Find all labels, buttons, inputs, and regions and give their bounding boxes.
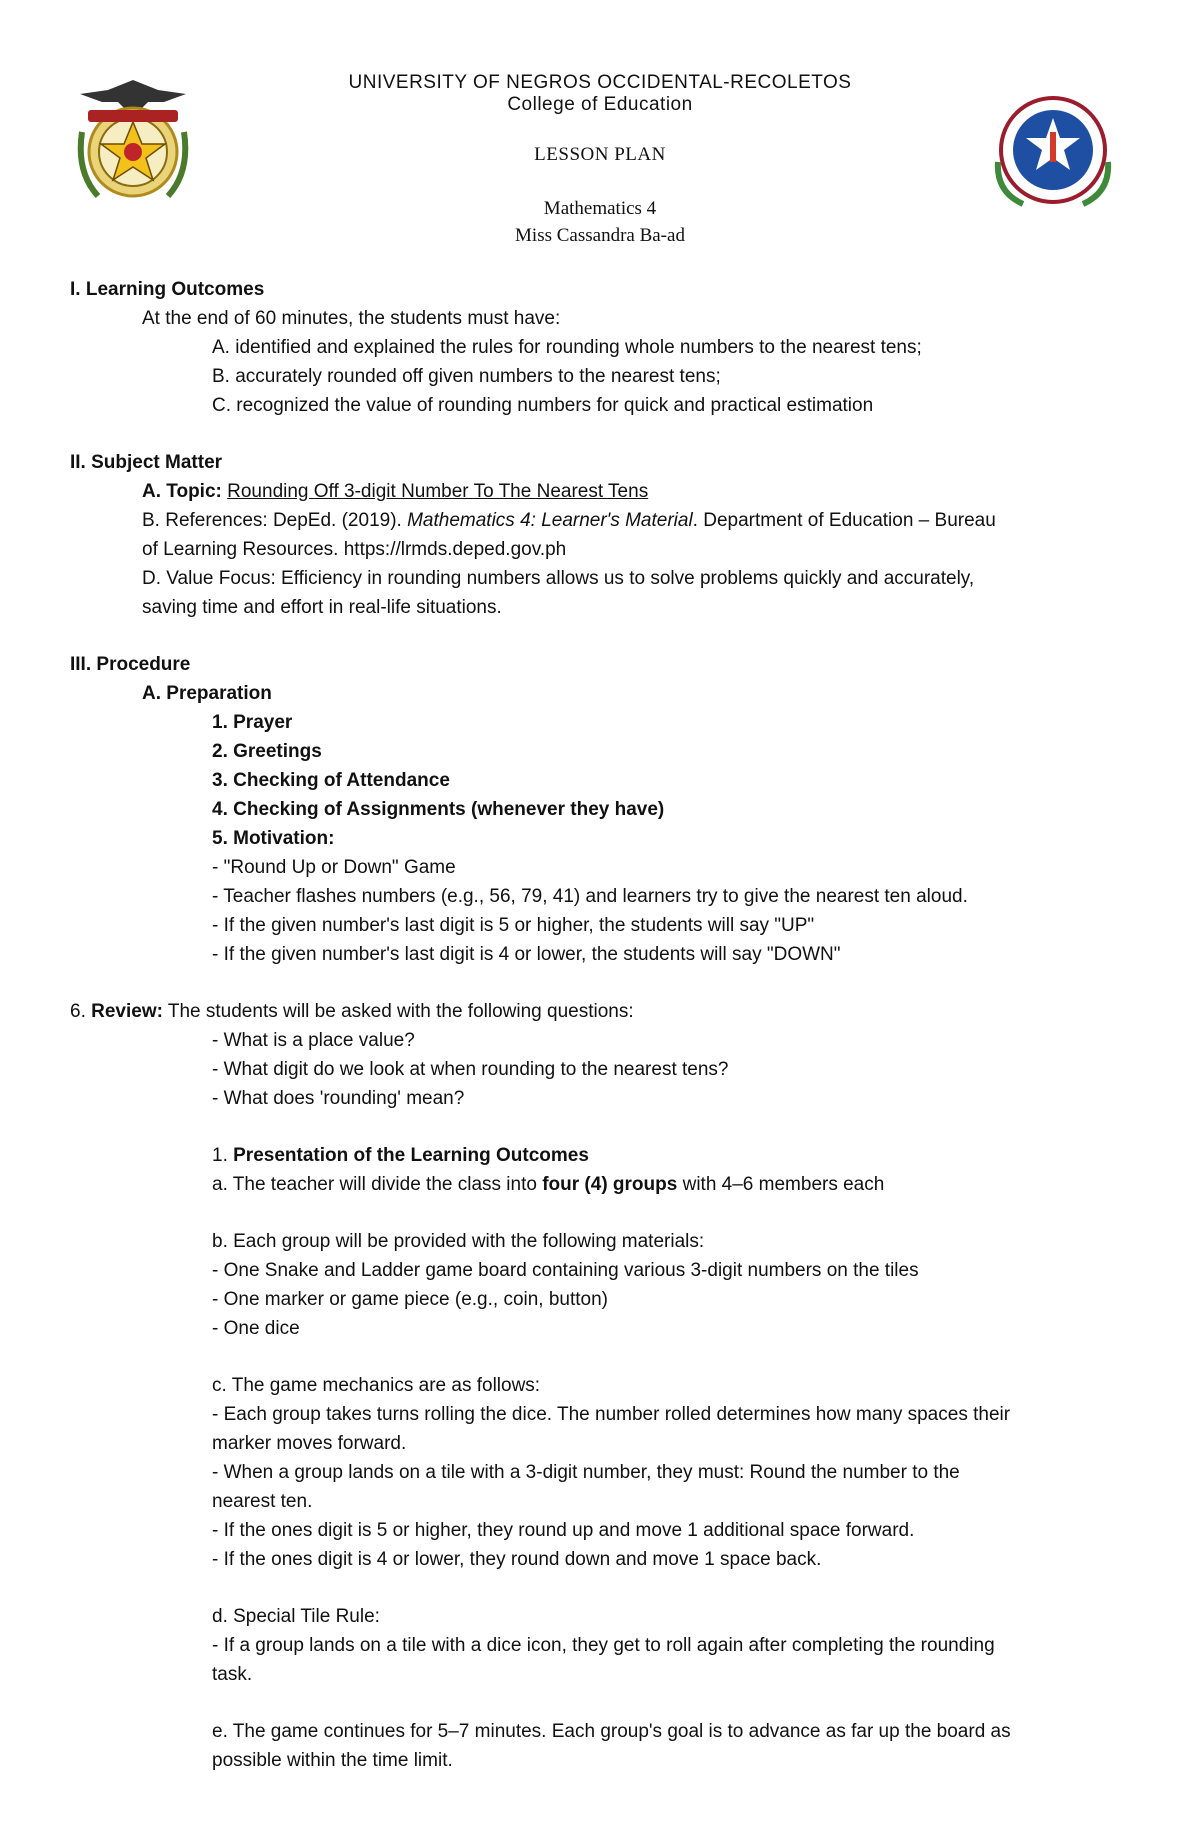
presentation-b-line: - One dice (212, 1318, 300, 1339)
review-number: 6. (70, 1001, 92, 1022)
college-name: College of Education (507, 94, 693, 115)
references-line (70, 506, 1150, 535)
references-publisher: . Department of Education – Bureau (692, 510, 996, 531)
motivation-line: - Teacher flashes numbers (e.g., 56, 79, 41) and learners try to give the nearest ten aloud. (212, 886, 968, 907)
motivation-line: - "Round Up or Down" Game (212, 857, 456, 878)
motivation-line: - If the given number's last digit is 5 or higher, the students will say "UP" (212, 915, 815, 936)
outcomes-intro: At the end of 60 minutes, the students must have: (142, 308, 561, 329)
presentation-b-line: b. Each group will be provided with the following materials: (212, 1231, 705, 1252)
presentation-a (70, 1170, 1150, 1199)
presentation-b-line: - One marker or game piece (e.g., coin, button) (212, 1289, 609, 1310)
presentation-a-members: with 4–6 members each (677, 1174, 885, 1195)
presentation-c-line: - When a group lands on a tile with a 3-digit number, they must: Round the number to the (212, 1462, 960, 1483)
value-focus-line-2: saving time and effort in real-life situations. (142, 597, 502, 618)
references-url-line: of Learning Resources. https://lrmds.deped.gov.ph (142, 539, 567, 560)
topic-line (70, 477, 1150, 506)
value-focus-line-1: D. Value Focus: Efficiency in rounding numbers allows us to solve problems quickly and accurately, (142, 568, 975, 589)
preparation-title: A. Preparation (142, 683, 272, 704)
presentation-b-line: - One Snake and Ladder game board containing various 3-digit numbers on the tiles (212, 1260, 919, 1281)
presentation-a-groups: four (4) groups (542, 1174, 678, 1195)
review-question: - What digit do we look at when rounding to the nearest tens? (212, 1059, 729, 1080)
preparation-item: 3. Checking of Attendance (212, 770, 450, 791)
presentation-d-line: task. (212, 1664, 253, 1685)
presentation-a-text: a. The teacher will divide the class into (212, 1174, 543, 1195)
outcome-b: B. accurately rounded off given numbers to the nearest tens; (212, 366, 721, 387)
teacher-name: Miss Cassandra Ba-ad (515, 225, 685, 246)
preparation-item: 5. Motivation: (212, 828, 335, 849)
references-title: Mathematics 4: Learner's Material (407, 510, 693, 531)
section-title-learning-outcomes: I. Learning Outcomes (70, 279, 265, 300)
preparation-item: 2. Greetings (212, 741, 322, 762)
outcome-c: C. recognized the value of rounding numbers for quick and practical estimation (212, 395, 874, 416)
presentation-d-line: - If a group lands on a tile with a dice icon, they get to roll again after completing the rounding (212, 1635, 995, 1656)
presentation-c-line: c. The game mechanics are as follows: (212, 1375, 541, 1396)
presentation-d-line: d. Special Tile Rule: (212, 1606, 380, 1627)
section-title-subject-matter: II. Subject Matter (70, 452, 223, 473)
topic-text: Rounding Off 3-digit Number To The Nearest Tens (227, 481, 649, 502)
review-question: - What does 'rounding' mean? (212, 1088, 465, 1109)
presentation-c-line: - If the ones digit is 5 or higher, they round up and move 1 additional space forward. (212, 1520, 915, 1541)
references-prefix: B. References: DepEd. (2019). (142, 510, 408, 531)
preparation-item: 4. Checking of Assignments (whenever they have) (212, 799, 665, 820)
review-text: The students will be asked with the following questions: (162, 1001, 634, 1022)
subject-name: Mathematics 4 (543, 198, 657, 219)
presentation-title: Presentation of the Learning Outcomes (233, 1145, 589, 1166)
presentation-e-line: e. The game continues for 5–7 minutes. Each group's goal is to advance as far up the board as (212, 1721, 1011, 1742)
review-label: Review: (91, 1001, 163, 1022)
review-question: - What is a place value? (212, 1030, 415, 1051)
outcome-a: A. identified and explained the rules for rounding whole numbers to the nearest tens; (212, 337, 922, 358)
presentation-c-line: - Each group takes turns rolling the dice. The number rolled determines how many spaces their (212, 1404, 1011, 1425)
document-title: LESSON PLAN (534, 144, 666, 165)
presentation-title-line (70, 1141, 1150, 1170)
section-title-procedure: III. Procedure (70, 654, 191, 675)
university-name: UNIVERSITY OF NEGROS OCCIDENTAL-RECOLETOS (348, 72, 852, 93)
review-line (70, 997, 1150, 1026)
presentation-e-line: possible within the time limit. (212, 1750, 453, 1771)
presentation-c-line: marker moves forward. (212, 1433, 407, 1454)
preparation-item: 1. Prayer (212, 712, 293, 733)
topic-label: A. Topic: (142, 481, 228, 502)
presentation-number: 1. (212, 1145, 234, 1166)
presentation-c-line: - If the ones digit is 4 or lower, they round down and move 1 space back. (212, 1549, 822, 1570)
presentation-c-line: nearest ten. (212, 1491, 313, 1512)
motivation-line: - If the given number's last digit is 4 or lower, the students will say "DOWN" (212, 944, 841, 965)
lesson-plan-body (70, 275, 1150, 1775)
